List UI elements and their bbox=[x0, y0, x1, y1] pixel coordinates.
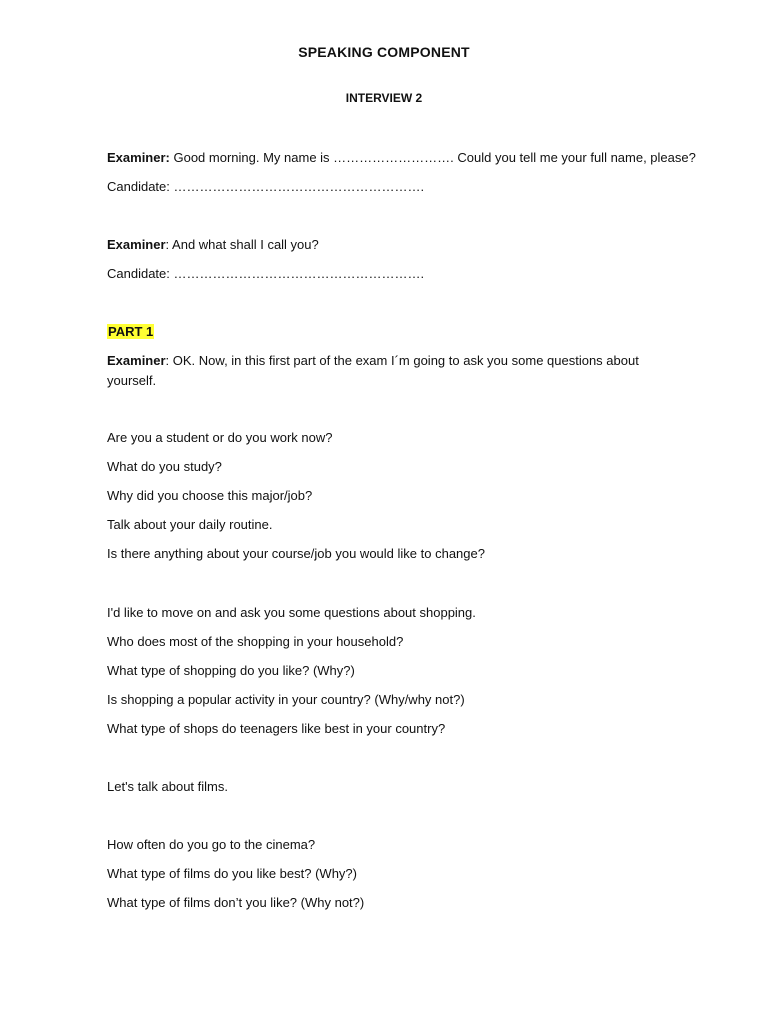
question-films-1: How often do you go to the cinema? bbox=[107, 837, 316, 852]
part1-heading-highlight: PART 1 bbox=[108, 324, 154, 339]
part1-heading bbox=[107, 322, 154, 342]
intro-candidate-line-1: Candidate: …………………………………………………. bbox=[107, 179, 425, 194]
films-intro: Let's talk about films. bbox=[107, 779, 228, 794]
question-shopping-2: What type of shopping do you like? (Why?) bbox=[107, 663, 355, 678]
shopping-intro: I'd like to move on and ask you some questions about shopping. bbox=[107, 605, 476, 620]
intro-examiner-line-1 bbox=[107, 148, 696, 168]
intro-examiner-line-2 bbox=[107, 235, 319, 255]
question-work-5: Is there anything about your course/job you would like to change? bbox=[107, 546, 485, 561]
examiner-label: Examiner bbox=[107, 237, 166, 252]
intro-candidate-line-2: Candidate: …………………………………………………. bbox=[107, 266, 425, 281]
examiner-question-text: : And what shall I call you? bbox=[165, 237, 319, 252]
page-title: SPEAKING COMPONENT bbox=[298, 44, 470, 60]
page-subtitle: INTERVIEW 2 bbox=[345, 91, 423, 105]
question-films-3: What type of films don’t you like? (Why not?) bbox=[107, 895, 365, 910]
question-shopping-1: Who does most of the shopping in your household? bbox=[107, 634, 404, 649]
question-work-4: Talk about your daily routine. bbox=[107, 517, 273, 532]
part1-examiner-intro bbox=[107, 351, 647, 391]
question-shopping-4: What type of shops do teenagers like best in your country? bbox=[107, 721, 446, 736]
question-shopping-3: Is shopping a popular activity in your country? (Why/why not?) bbox=[107, 692, 465, 707]
question-work-2: What do you study? bbox=[107, 459, 222, 474]
examiner-label: Examiner bbox=[107, 353, 166, 368]
examiner-label: Examiner: bbox=[107, 150, 170, 165]
question-films-2: What type of films do you like best? (Why?) bbox=[107, 866, 357, 881]
question-work-3: Why did you choose this major/job? bbox=[107, 488, 313, 503]
examiner-greeting-text: Good morning. My name is ………………………. Could you tell me your full name, please? bbox=[169, 150, 696, 165]
question-work-1: Are you a student or do you work now? bbox=[107, 430, 333, 445]
part1-examiner-text: : OK. Now, in this first part of the exam I´m going to ask you some questions about yourself. bbox=[107, 353, 639, 388]
